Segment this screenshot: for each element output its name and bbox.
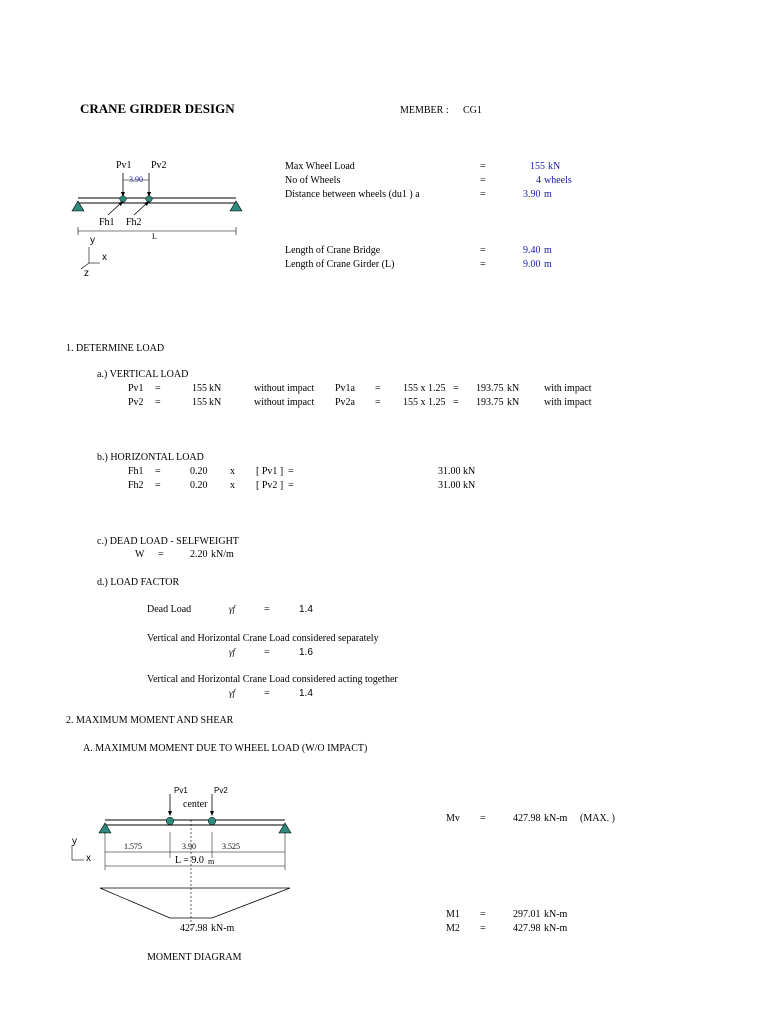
dead-load-heading: c.) DEAD LOAD - SELFWEIGHT: [97, 536, 239, 547]
load-factor-heading: d.) LOAD FACTOR: [97, 577, 180, 588]
m2-name: M2: [446, 923, 460, 934]
vl-note: without impact: [254, 397, 315, 408]
moment-pv1-label: Pv1: [174, 786, 188, 795]
param-label: Distance between wheels (du1 ) a: [285, 189, 420, 200]
param-value: 4: [536, 175, 541, 186]
vl-eq: =: [155, 397, 161, 408]
param-eq: =: [480, 259, 486, 270]
top-axis-x-label: x: [102, 252, 107, 263]
dim-2-label: 3.90: [182, 842, 196, 851]
span-unit: m: [208, 857, 215, 866]
top-spacing-label: 3.90: [129, 175, 143, 184]
param-eq: =: [480, 245, 486, 256]
hl-res: 31.00: [438, 480, 461, 491]
hl-eq2: =: [288, 466, 294, 477]
lf-symbol: γf: [229, 604, 236, 614]
param-label: No of Wheels: [285, 175, 341, 186]
vl-unit: kN: [209, 383, 222, 394]
vertical-load-heading: a.) VERTICAL LOAD: [97, 369, 189, 380]
vl-name2: Pv2a: [335, 397, 355, 408]
moment-pv2-label: Pv2: [214, 786, 228, 795]
section-1-heading: 1. DETERMINE LOAD: [66, 343, 165, 354]
lf-separate-value: 1.6: [299, 647, 313, 658]
wheel-2-icon: [208, 817, 216, 825]
m1-unit: kN-m: [544, 909, 568, 920]
dead-load-name: W: [135, 549, 145, 560]
top-pv1-label: Pv1: [116, 160, 132, 171]
section-2-heading: 2. MAXIMUM MOMENT AND SHEAR: [66, 715, 234, 726]
hl-res: 31.00: [438, 466, 461, 477]
top-fh1-label: Fh1: [99, 217, 115, 228]
vl-name: Pv1: [128, 383, 144, 394]
m1-eq: =: [480, 909, 486, 920]
lf-dead-label: Dead Load: [147, 604, 192, 615]
mv-note: (MAX. ): [580, 813, 615, 824]
m1-value: 297.01: [513, 909, 541, 920]
top-pv2-label: Pv2: [151, 160, 167, 171]
param-unit: kN: [548, 161, 561, 172]
vl-val: 155: [192, 383, 207, 394]
moment-axis-y-label: y: [72, 836, 77, 847]
moment-diagram-unit: kN-m: [211, 923, 235, 934]
mv-unit: kN-m: [544, 813, 568, 824]
dead-load-eq: =: [158, 549, 164, 560]
param-value: 155: [530, 161, 545, 172]
lf-dead-value: 1.4: [299, 604, 313, 615]
hl-factor: 0.20: [190, 480, 208, 491]
lf-together-label: Vertical and Horizontal Crane Load considered acting together: [147, 674, 398, 685]
vl-expr: 155 x 1.25: [403, 383, 446, 394]
horizontal-load-heading: b.) HORIZONTAL LOAD: [97, 452, 204, 463]
param-unit: m: [544, 189, 552, 200]
page-title: CRANE GIRDER DESIGN: [80, 101, 235, 116]
vl-note2: with impact: [544, 383, 592, 394]
wheel-1-icon: [120, 196, 126, 202]
param-unit: m: [544, 259, 552, 270]
m2-unit: kN-m: [544, 923, 568, 934]
wheel-2-icon: [146, 196, 152, 202]
param-unit: wheels: [544, 175, 572, 186]
hl-x: x: [230, 480, 235, 491]
vl-name: Pv2: [128, 397, 144, 408]
vl-eq2: =: [375, 383, 381, 394]
vl-name2: Pv1a: [335, 383, 355, 394]
mv-name: Mv: [446, 813, 460, 824]
param-label: Max Wheel Load: [285, 161, 355, 172]
vl-expr: 155 x 1.25: [403, 397, 446, 408]
vl-note2: with impact: [544, 397, 592, 408]
lf-symbol: γf: [229, 647, 236, 657]
param-eq: =: [480, 175, 486, 186]
lf-eq: =: [264, 604, 270, 615]
top-fh2-label: Fh2: [126, 217, 142, 228]
hl-ref: [ Pv2 ]: [256, 480, 284, 491]
hl-eq: =: [155, 466, 161, 477]
vl-eq3: =: [453, 397, 459, 408]
lf-eq: =: [264, 688, 270, 699]
vl-unit: kN: [209, 397, 222, 408]
hl-ref: [ Pv1 ]: [256, 466, 284, 477]
top-beam-diagram: [60, 155, 260, 285]
vl-res: 193.75: [476, 383, 504, 394]
top-axis-z-label: z: [84, 268, 89, 279]
top-span-label: L: [152, 232, 157, 241]
dim-3-label: 3.525: [222, 842, 240, 851]
center-label: center: [183, 799, 208, 810]
param-value: 3.90: [523, 189, 541, 200]
vl-unit2: kN: [507, 383, 520, 394]
lf-separate-label: Vertical and Horizontal Crane Load considered separately: [147, 633, 379, 644]
hl-factor: 0.20: [190, 466, 208, 477]
hl-eq: =: [155, 480, 161, 491]
param-label: Length of Crane Bridge: [285, 245, 381, 256]
hl-name: Fh2: [128, 480, 144, 491]
moment-diagram-caption: MOMENT DIAGRAM: [147, 952, 242, 963]
top-axis-y-label: y: [90, 235, 95, 246]
param-value: 9.00: [523, 259, 541, 270]
lf-eq: =: [264, 647, 270, 658]
m2-eq: =: [480, 923, 486, 934]
dim-1-label: 1.575: [124, 842, 142, 851]
hl-unit: kN: [463, 466, 476, 477]
m1-name: M1: [446, 909, 460, 920]
hl-x: x: [230, 466, 235, 477]
mv-eq: =: [480, 813, 486, 824]
param-value: 9.40: [523, 245, 541, 256]
dead-load-unit: kN/m: [211, 549, 234, 560]
vl-eq3: =: [453, 383, 459, 394]
mv-value: 427.98: [513, 813, 541, 824]
vl-eq: =: [155, 383, 161, 394]
moment-diagram-shape: [100, 888, 290, 918]
vl-unit2: kN: [507, 397, 520, 408]
hl-name: Fh1: [128, 466, 144, 477]
m2-value: 427.98: [513, 923, 541, 934]
lf-symbol: γf: [229, 688, 236, 698]
param-eq: =: [480, 189, 486, 200]
member-label: MEMBER :: [400, 105, 449, 116]
lf-together-value: 1.4: [299, 688, 313, 699]
member-value: CG1: [463, 105, 482, 116]
vl-res: 193.75: [476, 397, 504, 408]
section-2a-heading: A. MAXIMUM MOMENT DUE TO WHEEL LOAD (W/O IMPACT): [83, 743, 368, 754]
param-label: Length of Crane Girder (L): [285, 259, 395, 270]
vl-eq2: =: [375, 397, 381, 408]
param-unit: m: [544, 245, 552, 256]
moment-diagram-value: 427.98: [180, 923, 208, 934]
wheel-1-icon: [166, 817, 174, 825]
vl-val: 155: [192, 397, 207, 408]
param-eq: =: [480, 161, 486, 172]
moment-axis-x-label: x: [86, 853, 91, 864]
span-label: L = 9.0: [175, 855, 204, 866]
vl-note: without impact: [254, 383, 315, 394]
hl-unit: kN: [463, 480, 476, 491]
hl-eq2: =: [288, 480, 294, 491]
dead-load-value: 2.20: [190, 549, 208, 560]
